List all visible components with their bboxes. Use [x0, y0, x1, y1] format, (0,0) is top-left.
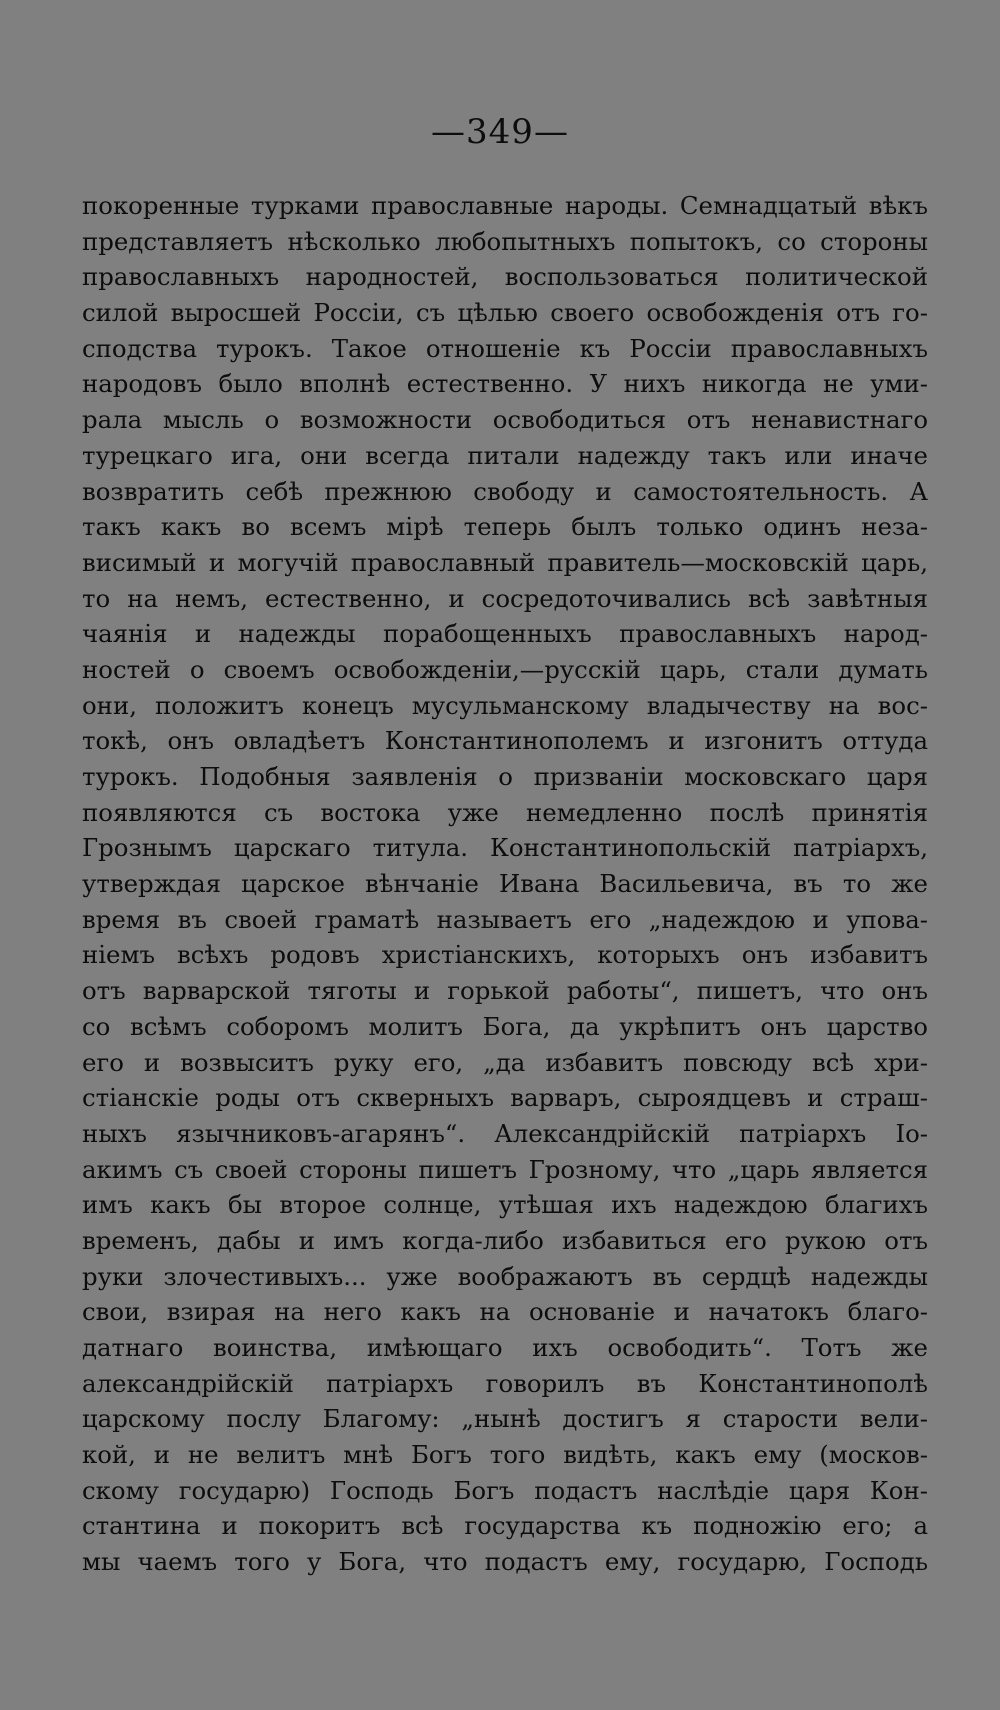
text-line: появляются съ востока уже немедленно послѣ принятія — [82, 797, 928, 827]
text-line: турецкаго ига, они всегда питали надежду такъ или иначе — [82, 440, 928, 470]
text-line: токѣ, онъ овладѣетъ Константинополемъ и изгонитъ оттуда — [82, 726, 928, 756]
text-line: висимый и могучій православный правитель—московскій царь, — [82, 547, 928, 577]
text-line: время въ своей граматѣ называетъ его „надеждою и упова- — [82, 904, 928, 934]
text-line: рала мысль о возможности освободиться отъ ненавистнаго — [82, 405, 928, 435]
text-line: то на немъ, естественно, и сосредоточивались всѣ завѣтныя — [82, 583, 928, 613]
text-line: чаянія и надежды порабощенныхъ православныхъ народ- — [82, 619, 928, 649]
text-line: со всѣмъ соборомъ молитъ Бога, да укрѣпитъ онъ царство — [82, 1011, 928, 1041]
text-line: его и возвыситъ руку его, „да избавитъ повсюду всѣ хри- — [82, 1047, 928, 1077]
text-line: они, положитъ конецъ мусульманскому владычеству на вос- — [82, 690, 928, 720]
text-line: такъ какъ во всемъ мірѣ теперь былъ только одинъ неза- — [82, 512, 928, 542]
text-line: руки злочестивыхъ... уже воображаютъ въ сердцѣ надежды — [82, 1261, 928, 1291]
text-line: царскому послу Благому: „нынѣ достигъ я старости вели- — [82, 1404, 928, 1434]
text-line: стантина и покоритъ всѣ государства къ подножію его; а — [82, 1511, 928, 1541]
text-line: кой, и не велитъ мнѣ Богъ того видѣть, какъ ему (москов- — [82, 1440, 928, 1470]
text-line: утверждая царское вѣнчаніе Ивана Васильевича, въ то же — [82, 869, 928, 899]
page-number: —349— — [431, 112, 569, 152]
text-line: силой выросшей Россіи, съ цѣлью своего освобожденія отъ го- — [82, 298, 928, 328]
text-line: представляетъ нѣсколько любопытныхъ попытокъ, со стороны — [82, 226, 928, 256]
text-line: Грознымъ царскаго титула. Константинопольскій патріархъ, — [82, 833, 928, 863]
text-line: датнаго воинства, имѣющаго ихъ освободить“. Тотъ же — [82, 1333, 928, 1362]
text-line: свои, взирая на него какъ на основаніе и начатокъ благо- — [82, 1297, 928, 1327]
text-line: возвратить себѣ прежнюю свободу и самостоятельность. А — [82, 476, 928, 506]
text-line: акимъ съ своей стороны пишетъ Грозному, что „царь является — [82, 1154, 928, 1184]
text-line: отъ варварской тяготы и горькой работы“, пишетъ, что онъ — [82, 976, 928, 1006]
text-line: покоренные турками православные народы. Семнадцатый вѣкъ — [82, 191, 928, 220]
text-line: сподства турокъ. Такое отношеніе къ Россіи православныхъ — [82, 333, 928, 363]
text-line: православныхъ народностей, воспользоваться политической — [82, 262, 928, 292]
body-text — [82, 188, 928, 1580]
text-line: ныхъ язычниковъ-агарянъ“. Александрійскій патріархъ Іо- — [82, 1118, 928, 1148]
text-line: ніемъ всѣхъ родовъ христіанскихъ, которыхъ онъ избавитъ — [82, 940, 928, 970]
text-line: скому государю) Господь Богъ подастъ наслѣдіе царя Кон- — [82, 1475, 928, 1505]
text-line: мы чаемъ того у Бога, что подастъ ему, государю, Господь — [82, 1547, 928, 1577]
text-line: стіанскіе роды отъ скверныхъ варваръ, сыроядцевъ и страш- — [82, 1083, 928, 1113]
text-line: временъ, дабы и имъ когда-либо избавиться его рукою отъ — [82, 1225, 928, 1255]
text-line: имъ какъ бы второе солнце, утѣшая ихъ надеждою благихъ — [82, 1190, 928, 1220]
text-line: ностей о своемъ освобожденіи,—русскій царь, стали думать — [82, 654, 928, 684]
text-line: александрійскій патріархъ говорилъ въ Константинополѣ — [82, 1368, 928, 1398]
text-line: турокъ. Подобныя заявленія о призваніи московскаго царя — [82, 762, 928, 791]
text-line: народовъ было вполнѣ естественно. У нихъ никогда не уми- — [82, 369, 928, 399]
